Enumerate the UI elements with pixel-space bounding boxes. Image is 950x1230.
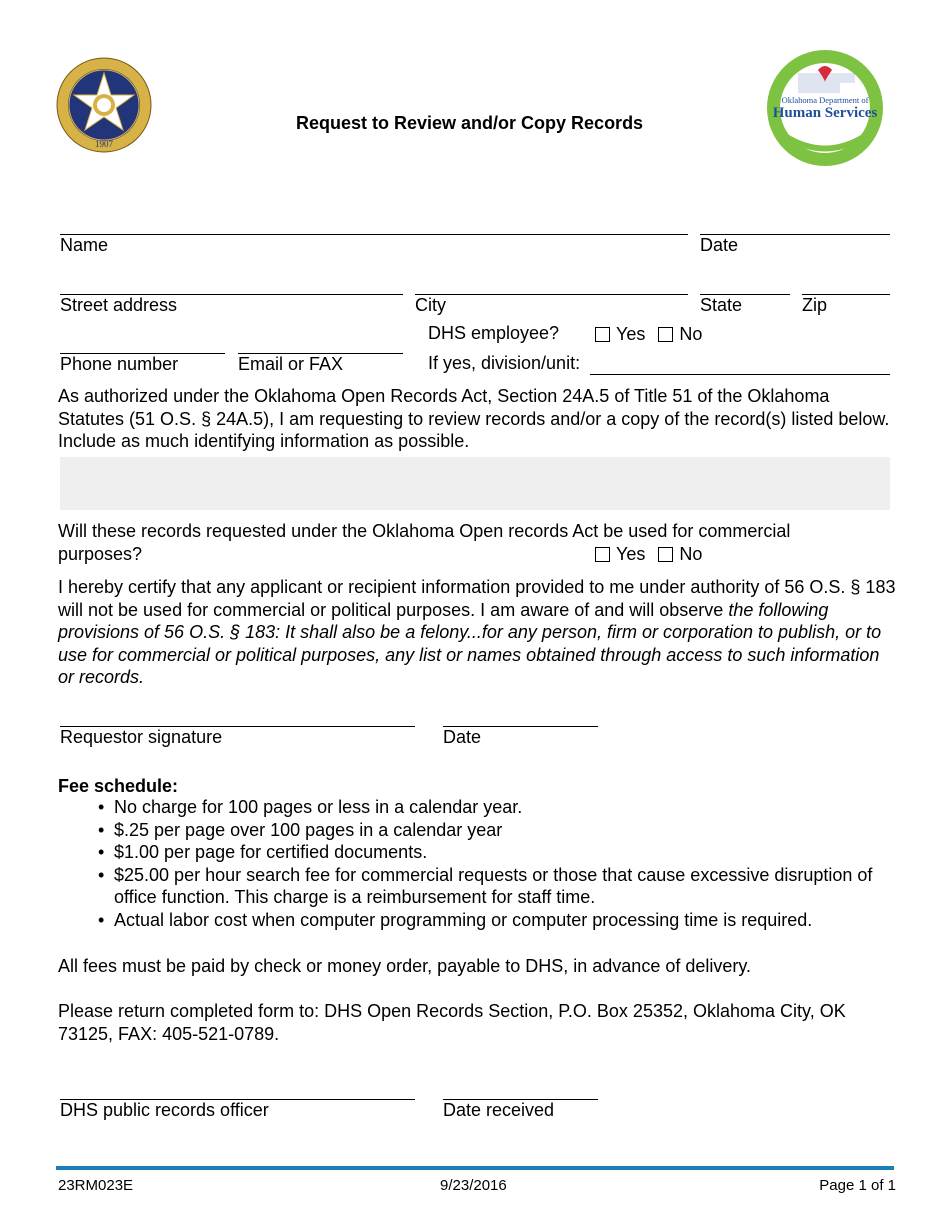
name-label: Name xyxy=(60,235,109,255)
logo-line2: Human Services xyxy=(772,105,878,121)
form-title: Request to Review and/or Copy Records xyxy=(296,113,644,133)
signature-date-label: Date xyxy=(443,727,482,747)
certification-text: I hereby certify that any applicant or recipient information provided to me under authority of 56 O.S. § 183 will not be used for commercial or political purposes. I am aware of and will observe the following provisions of 56 O.S. § 183: It shall also be a felony...for any person, firm or corporation to publish, or to use for commercial or political purposes, any list or names obtained through access to such information or records. xyxy=(58,577,896,688)
name-field[interactable] xyxy=(60,234,688,235)
date-received-label: Date received xyxy=(443,1100,555,1120)
division-field[interactable] xyxy=(590,374,890,375)
fee-item: • Actual labor cost when computer programming or computer processing time is required. xyxy=(58,909,898,932)
revision-date: 9/23/2016 xyxy=(440,1177,507,1194)
records-requested-field[interactable] xyxy=(60,457,890,510)
phone-label: Phone number xyxy=(60,354,179,374)
requestor-signature-label: Requestor signature xyxy=(60,727,223,747)
city-field[interactable] xyxy=(415,294,688,295)
commercial-options xyxy=(595,544,710,564)
dhs-logo xyxy=(760,48,890,168)
dhs-employee-no[interactable]: No xyxy=(658,324,702,344)
footer-rule xyxy=(56,1166,894,1170)
date-label: Date xyxy=(700,235,739,255)
fee-item: • No charge for 100 pages or less in a calendar year. xyxy=(58,796,898,819)
dhs-employee-options xyxy=(595,324,710,344)
payment-note: All fees must be paid by check or money order, payable to DHS, in advance of delivery. xyxy=(58,956,752,976)
fee-schedule-list xyxy=(58,796,898,932)
commercial-question: Will these records requested under the Oklahoma Open records Act be used for commercial purposes? xyxy=(58,521,791,564)
dhs-employee-yes[interactable]: Yes xyxy=(595,324,645,344)
page-number: Page 1 of 1 xyxy=(819,1177,896,1194)
zip-label: Zip xyxy=(802,295,828,315)
commercial-yes[interactable]: Yes xyxy=(595,544,645,564)
checkbox-icon[interactable] xyxy=(595,547,610,562)
city-label: City xyxy=(415,295,446,315)
email-label: Email or FAX xyxy=(238,354,344,374)
checkbox-icon[interactable] xyxy=(658,327,673,342)
state-label: State xyxy=(700,295,743,315)
checkbox-icon[interactable] xyxy=(595,327,610,342)
street-label: Street address xyxy=(60,295,178,315)
fee-item: • $1.00 per page for certified documents. xyxy=(58,841,898,864)
authorization-text: As authorized under the Oklahoma Open Records Act, Section 24A.5 of Title 51 of the Oklahoma Statutes (51 O.S. § 24A.5), I am requesting to review records and/or a copy of the record(s) listed below. Include as much identifying information as possible. xyxy=(58,386,890,452)
checkbox-icon[interactable] xyxy=(658,547,673,562)
officer-label: DHS public records officer xyxy=(60,1100,269,1120)
state-seal xyxy=(56,43,152,167)
svg-text:1907: 1907 xyxy=(95,139,113,149)
fee-schedule-heading: Fee schedule: xyxy=(58,776,179,796)
fee-item: • $.25 per page over 100 pages in a calendar year xyxy=(58,819,898,842)
commercial-no[interactable]: No xyxy=(658,544,702,564)
dhs-employee-label: DHS employee? xyxy=(428,323,560,343)
return-note: Please return completed form to: DHS Open Records Section, P.O. Box 25352, Oklahoma City, OK 73125, FAX: 405-521-0789. xyxy=(58,1001,846,1044)
logo-line1: Oklahoma Department of xyxy=(781,95,869,105)
form-number: 23RM023E xyxy=(58,1177,134,1194)
fee-item: • $25.00 per hour search fee for commercial requests or those that cause excessive disruption of office function. This charge is a reimbursement for staff time. xyxy=(58,864,898,909)
division-label: If yes, division/unit: xyxy=(428,353,581,373)
